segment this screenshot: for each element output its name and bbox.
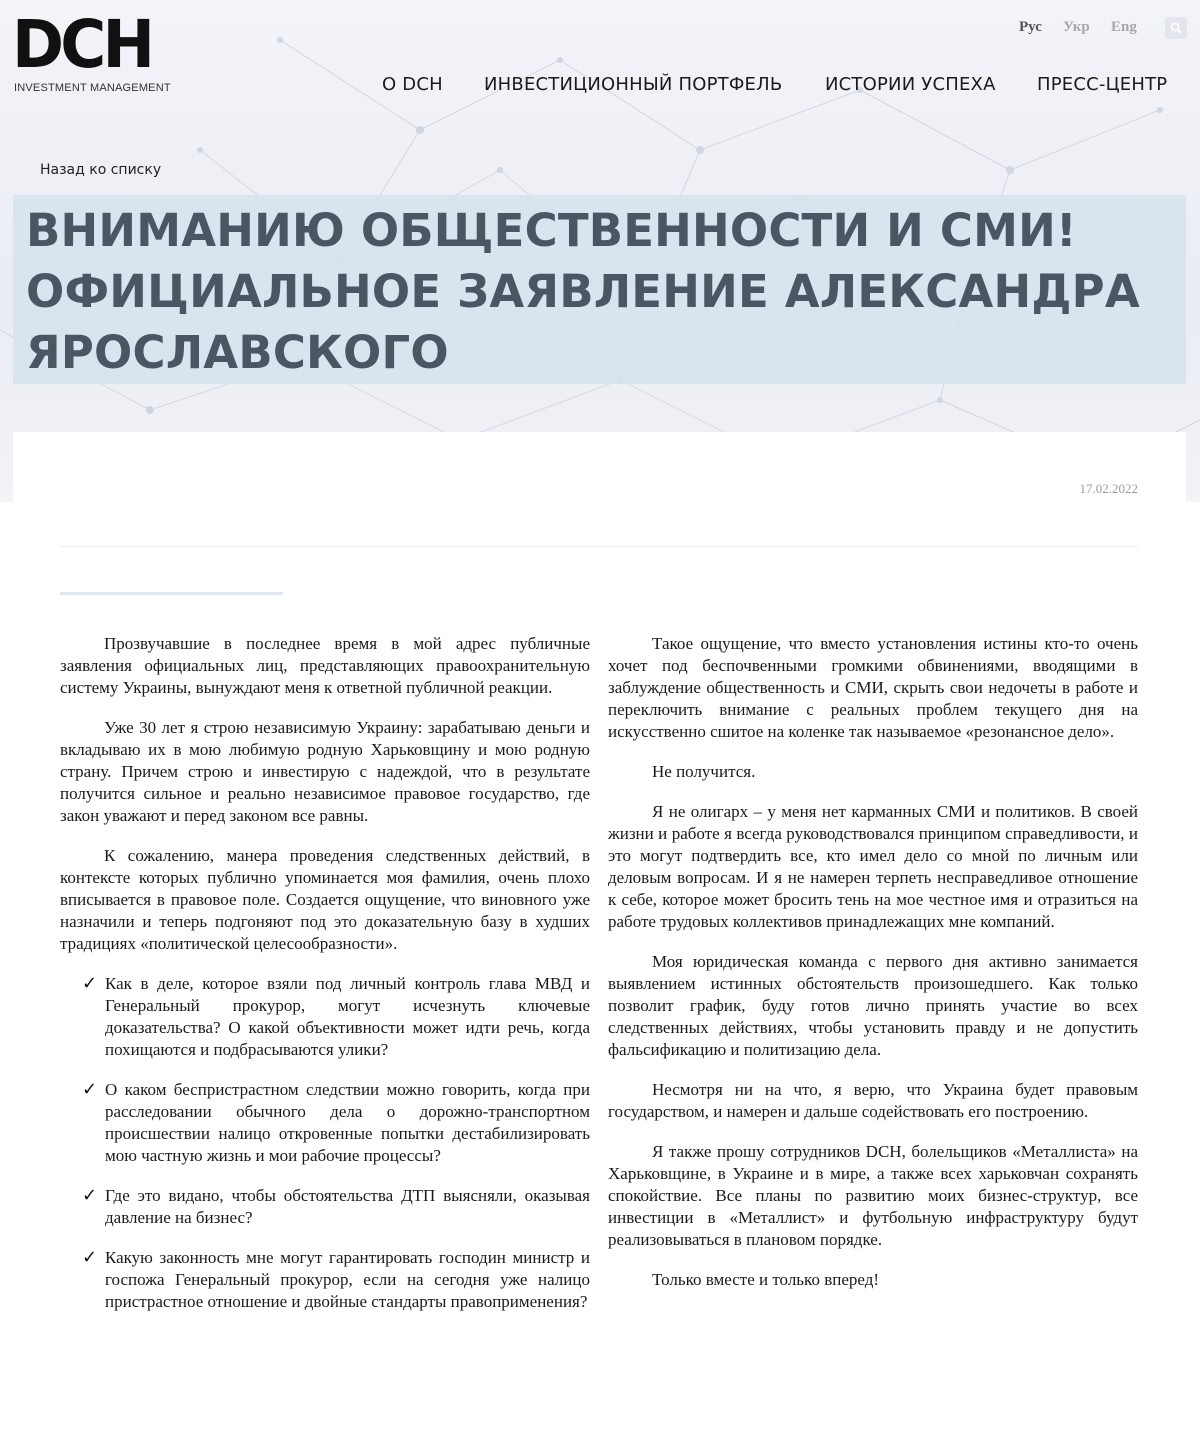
search-icon	[1170, 22, 1182, 34]
accent-line	[60, 592, 283, 595]
article-paragraph: Я также прошу сотрудников DCH, болельщиков «Металлиста» на Харьковщине, в Украине и в мире, а также всех харьковчан сохранять спокойствие. Все планы по развитию моих бизнес-структур, все инвестиции в «Металлист» и футбольную инфраструктуру будут реализовываться в плановом порядке.	[608, 1142, 1138, 1249]
article-paragraph: Только вместе и только вперед!	[652, 1270, 880, 1289]
checklist-item	[60, 1185, 590, 1229]
article-paragraph: Уже 30 лет я строю независимую Украину: зарабатываю деньги и вкладываю их в мою любимую родную Харьковщину и мою родную страну. Причем строю и инвестирую с надеждой, что в результате получится сильное и реально независимое правовое государство, где закон уважают и перед законом все равны.	[60, 718, 590, 825]
checklist-item	[60, 1247, 590, 1313]
title-banner	[13, 195, 1186, 384]
checkmark-icon: ✓	[82, 973, 98, 994]
checkmark-icon: ✓	[82, 1079, 98, 1100]
article-paragraph: Моя юридическая команда с первого дня активно занимается выявлением истинных обстоятельств произошедшего. Как только позволит график, буду готов лично принять участие во всех следственных действиях, чтобы установить правду и не допустить фальсификацию и политизацию дела.	[608, 952, 1138, 1059]
checklist-item-text: Где это видано, чтобы обстоятельства ДТП выясняли, оказывая давление на бизнес?	[105, 1186, 590, 1227]
page-title: ВНИМАНИЮ ОБЩЕСТВЕННОСТИ И СМИ! ОФИЦИАЛЬНОЕ ЗАЯВЛЕНИЕ АЛЕКСАНДРА ЯРОСЛАВСКОГО	[26, 204, 1140, 379]
dch-logo[interactable]	[12, 6, 171, 96]
lang-ru-link[interactable]: Рус	[1019, 19, 1042, 35]
lang-en-link[interactable]: Eng	[1111, 19, 1137, 35]
article-left-column	[60, 633, 590, 1331]
logo-mark: DCH	[12, 6, 152, 83]
publication-date: 17.02.2022	[1079, 481, 1138, 496]
nav-investment-portfolio[interactable]: ИНВЕСТИЦИОННЫЙ ПОРТФЕЛЬ	[484, 74, 783, 95]
checkmark-icon: ✓	[82, 1247, 98, 1268]
back-to-list-link[interactable]: Назад ко списку	[40, 162, 162, 178]
nav-press-center[interactable]: ПРЕСС-ЦЕНТР	[1037, 74, 1168, 95]
checklist-item-text: О каком беспристрастном следствии можно говорить, когда при расследовании обычного дела о дорожно-транспортном происшествии налицо откровенные попытки дестабилизировать мою частную жизнь и мои рабочие процессы?	[105, 1080, 590, 1165]
header-divider	[60, 546, 1138, 547]
nav-success-stories[interactable]: ИСТОРИИ УСПЕХА	[825, 74, 996, 95]
lang-ua-link[interactable]: Укр	[1063, 19, 1090, 35]
checklist-item	[60, 973, 590, 1061]
logo-subtitle: INVESTMENT MANAGEMENT	[14, 82, 171, 94]
checklist-item-text: Какую законность мне могут гарантировать господин министр и госпожа Генеральный прокурор, если на сегодня уже налицо пристрастное отношение и двойные стандарты правоприменения?	[105, 1248, 590, 1311]
checklist-item-text: Как в деле, которое взяли под личный контроль глава МВД и Генеральный прокурор, могут исчезнуть ключевые доказательства? О какой объективности может идти речь, когда похищаются и подбрасываются улики?	[105, 974, 590, 1059]
article-paragraph: Несмотря ни на что, я верю, что Украина будет правовым государством, и намерен и дальше содействовать его построению.	[608, 1080, 1138, 1121]
article-paragraph: К сожалению, манера проведения следственных действий, в контексте которых публично упоминается моя фамилия, очень плохо вписывается в правовое поле. Создается ощущение, что виновного уже назначили и теперь подгоняют под это доказательную базу в худших традициях «политической целесообразности».	[60, 846, 590, 953]
article-paragraph: Такое ощущение, что вместо установления истины кто-то очень хочет под беспочвенными громкими обвинениями, вводящими в заблуждение общественность и СМИ, скрыть свои недочеты в работе и переключить внимание с реальных проблем текущего дня на искусственно сшитое на коленке так называемое «резонансное дело».	[608, 634, 1138, 741]
article-paragraph: Я не олигарх – у меня нет карманных СМИ и политиков. В своей жизни и работе я всегда руководствовался принципом справедливости, и это могут подтвердить все, кто имел дело со мной по личным или деловым вопросам. И я не намерен терпеть несправедливое отношение к себе, которое может бросить тень на мое честное имя и отразиться на работе трудовых коллективов принадлежащих мне компаний.	[608, 802, 1138, 931]
nav-about-dch[interactable]: О DCH	[382, 74, 443, 95]
article-paragraph: Не получится.	[652, 762, 756, 781]
checkmark-icon: ✓	[82, 1185, 98, 1206]
checklist-item	[60, 1079, 590, 1167]
article-paragraph: Прозвучавшие в последнее время в мой адрес публичные заявления официальных лиц, представляющих правоохранительную систему Украины, вынуждают меня к ответной публичной реакции.	[60, 634, 590, 697]
search-button[interactable]	[1165, 17, 1187, 39]
article-right-column	[608, 633, 1138, 1309]
